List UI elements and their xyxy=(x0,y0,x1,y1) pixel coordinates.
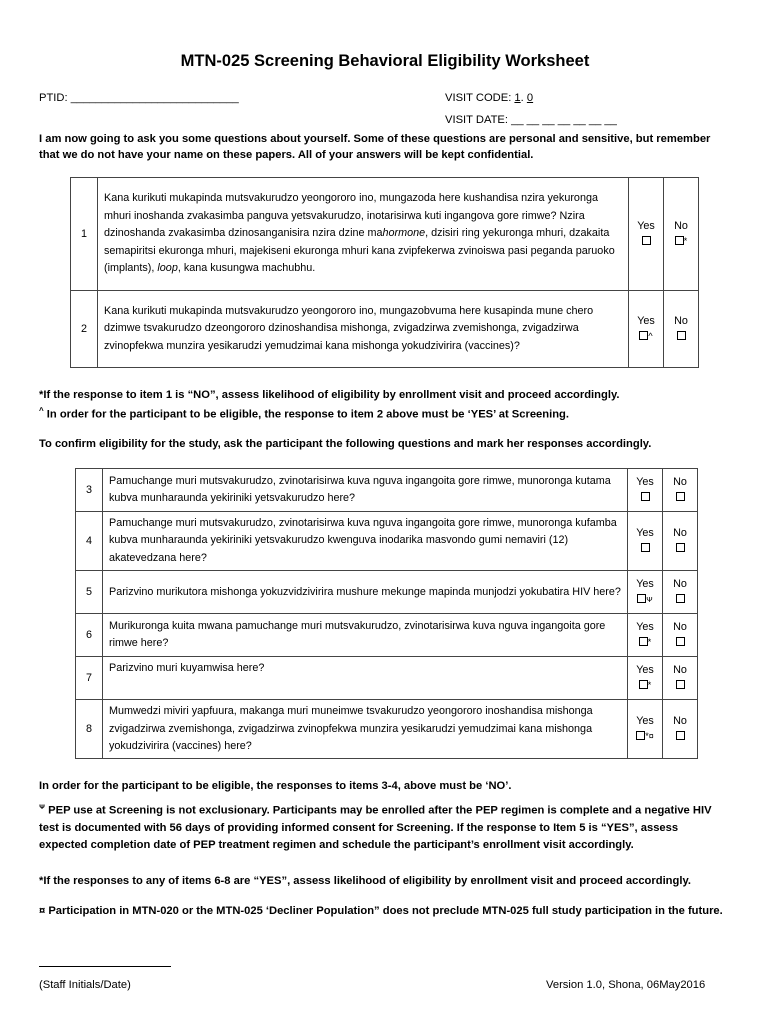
no-checkbox[interactable] xyxy=(677,331,686,340)
yes-checkbox[interactable] xyxy=(639,680,648,689)
visit-date-blank: __ __ __ __ __ __ __ xyxy=(511,114,617,126)
yes-checkbox[interactable] xyxy=(642,236,651,245)
ptid-label: PTID: xyxy=(39,92,71,104)
no-label: No xyxy=(674,315,688,327)
no-cell xyxy=(663,700,698,759)
table-row xyxy=(76,512,698,571)
note-items-6-8: *If the responses to any of items 6-8 are “YES”, assess likelihood of eligibility by enrollment visit and proceed accordingly. xyxy=(39,875,691,887)
no-checkbox[interactable] xyxy=(676,594,685,603)
yes-checkbox[interactable] xyxy=(636,731,645,740)
staff-initials-label: (Staff Initials/Date) xyxy=(39,979,131,991)
yes-mark: * xyxy=(647,637,652,648)
yes-label: Yes xyxy=(636,621,654,634)
question-text: Kana kurikuti mukapinda mutsvakurudzo yeongororo ino, mungazobvuma here kusapinda mune chero dzimwe tsvakurudzo dzeongororo dzinoshandisa mishonga, zvigadzirwa zvemishonga, zvigadzirwa zvinopfekwa munzira yesikarudzi yemudzimai kana mishonga yokudzivirira (vaccines)? xyxy=(98,291,629,368)
visit-date-label: VISIT DATE: xyxy=(445,114,512,126)
note-pep xyxy=(39,798,729,854)
yes-label: Yes xyxy=(636,664,654,677)
yes-mark: ᴪ xyxy=(646,594,653,605)
no-checkbox[interactable] xyxy=(676,731,685,740)
yes-cell xyxy=(629,178,664,291)
yes-label: Yes xyxy=(636,578,654,591)
table-row xyxy=(76,657,698,700)
note-item-2 xyxy=(39,402,739,424)
question-number: 2 xyxy=(71,291,98,368)
questions-table-1 xyxy=(70,177,699,368)
no-cell xyxy=(663,657,698,700)
questions-table-2 xyxy=(75,468,698,759)
yes-checkbox[interactable] xyxy=(639,637,648,646)
visit-code-second: 0 xyxy=(526,92,534,104)
question-text-italic: loop xyxy=(157,262,178,275)
question-text xyxy=(98,178,629,291)
confirm-instructions: To confirm eligibility for the study, ask the participant the following questions and mark her responses accordingly. xyxy=(39,438,652,450)
note-text: In order for the participant to be eligible, the response to item 2 above must be ‘YES’ at Screening. xyxy=(43,408,569,421)
question-text: Murikuronga kuita mwana pamuchange muri mutsvakurudzo, zvinotarisirwa kuva nguva ingangoita gore rimwe here? xyxy=(103,614,628,657)
page-title: MTN-025 Screening Behavioral Eligibility Worksheet xyxy=(180,52,590,70)
no-cell xyxy=(663,469,698,512)
question-number: 8 xyxy=(76,700,103,759)
visit-code-label: VISIT CODE: xyxy=(445,92,515,104)
yes-cell xyxy=(628,700,663,759)
yes-checkbox[interactable] xyxy=(637,594,646,603)
table-row xyxy=(71,178,699,291)
question-text: Parizvino murikutora mishonga yokuzvidzivirira mushure mekunge mapinda munjodzi yokubatira HIV here? xyxy=(103,571,628,614)
question-text: Pamuchange muri mutsvakurudzo, zvinotarisirwa kuva nguva ingangoita gore rimwe, munoronga kutama kubva munharaunda yekiriniki yetsvakurudzo here? xyxy=(103,469,628,512)
yes-label: Yes xyxy=(637,220,655,232)
yes-mark: * xyxy=(647,680,652,691)
intro-text: I am now going to ask you some questions about yourself. Some of these questions are personal and sensitive, but remember that we do not have your name on these papers. All of your answers will be kept confidential. xyxy=(39,133,711,161)
question-number: 5 xyxy=(76,571,103,614)
yes-mark: *¤ xyxy=(645,731,654,742)
table-row xyxy=(76,469,698,512)
no-label: No xyxy=(673,621,687,634)
no-cell xyxy=(663,571,698,614)
visit-date-field xyxy=(445,114,617,126)
yes-label: Yes xyxy=(637,315,655,327)
no-label: No xyxy=(673,527,687,540)
note-items-3-4: In order for the participant to be eligible, the responses to items 3-4, above must be ‘NO’. xyxy=(39,780,512,792)
no-label: No xyxy=(673,715,687,728)
question-text: Pamuchange muri mutsvakurudzo, zvinotarisirwa kuva nguva ingangoita gore rimwe, munoronga kufamba kubva munharaunda yekiriniki yetsvakurudzo kwenguva inodarika masvondo gumi nemaviri (12) akatevedzana here? xyxy=(103,512,628,571)
table-row xyxy=(71,291,699,368)
yes-cell xyxy=(628,657,663,700)
no-label: No xyxy=(673,578,687,591)
visit-code-field xyxy=(445,92,533,104)
question-number: 3 xyxy=(76,469,103,512)
no-cell xyxy=(664,291,699,368)
table-row xyxy=(76,571,698,614)
yes-cell xyxy=(628,571,663,614)
yes-label: Yes xyxy=(636,715,654,728)
note-participation: ¤ Participation in MTN-020 or the MTN-025 ‘Decliner Population” does not preclude MTN-025 full study participation in the future. xyxy=(39,905,723,917)
note-text: PEP use at Screening is not exclusionary. Participants may be enrolled after the PEP regimen is complete and a negative HIV test is documented with 56 days of providing informed consent for Screening. If the response to Item 5 is “YES”, assess expected completion date of PEP treatment regimen and schedule the participant’s enrollment visit accordingly. xyxy=(39,804,712,851)
yes-cell xyxy=(628,469,663,512)
question-number: 6 xyxy=(76,614,103,657)
no-cell xyxy=(663,512,698,571)
yes-label: Yes xyxy=(636,527,654,540)
question-text-italic: hormone xyxy=(382,227,426,240)
visit-code-first: 1 xyxy=(514,92,521,104)
note-mark: ᴪ xyxy=(39,802,46,811)
ptid-blank: ___________________________ xyxy=(70,92,239,104)
question-number: 4 xyxy=(76,512,103,571)
note-mark: ^ xyxy=(39,406,44,415)
yes-cell xyxy=(628,614,663,657)
no-mark: * xyxy=(683,236,688,246)
question-text-part: , kana kusungwa machubhu. xyxy=(177,262,316,275)
question-text-part: , dzisiri ring yekuronga mhuri, dzakaita semapiritsi ekuronga mhuri, majekiseni ekuronga mhuri kana zvipfekerwa zvinoiswa pasi peganda paruoko (implants), xyxy=(104,227,615,275)
no-cell xyxy=(664,178,699,291)
yes-checkbox[interactable] xyxy=(641,543,650,552)
yes-cell xyxy=(629,291,664,368)
no-checkbox[interactable] xyxy=(676,492,685,501)
table-row xyxy=(76,700,698,759)
no-label: No xyxy=(673,664,687,677)
no-checkbox[interactable] xyxy=(676,637,685,646)
version-label: Version 1.0, Shona, 06May2016 xyxy=(546,979,706,991)
question-number: 7 xyxy=(76,657,103,700)
no-checkbox[interactable] xyxy=(676,543,685,552)
no-cell xyxy=(663,614,698,657)
no-label: No xyxy=(673,476,687,488)
question-text-part: Kana kurikuti mukapinda mutsvakurudzo yeongororo ino, mungazoda here kushandisa nzira yekuronga mhuri inoshanda zvakasimba panguva yetsvakurudzo, inotarisirwa kuti ingangova gore rimwe? Nzira dzinoshanda zvakasimba dzinosanganisira nzira dzine ma xyxy=(104,192,598,240)
yes-label: Yes xyxy=(636,476,654,488)
no-label: No xyxy=(674,220,688,232)
table-row xyxy=(76,614,698,657)
yes-cell xyxy=(628,512,663,571)
question-text: Mumwedzi miviri yapfuura, makanga muri muneimwe tsvakurudzo yeongororo inoshandisa mishonga zvigadzirwa zvemishonga, zvigadzirwa zvinopfekwa munzira yesikarudzi yemudzimai kana mishonga yokudzivirira (vaccines) here? xyxy=(103,700,628,759)
yes-checkbox[interactable] xyxy=(641,492,650,501)
note-item-1: *If the response to item 1 is “NO”, assess likelihood of eligibility by enrollment visit and proceed accordingly. xyxy=(39,389,620,401)
question-number: 1 xyxy=(71,178,98,291)
no-checkbox[interactable] xyxy=(676,680,685,689)
ptid-field xyxy=(39,92,239,104)
yes-mark: ^ xyxy=(648,331,653,341)
question-text: Parizvino muri kuyamwisa here? xyxy=(103,657,628,700)
visit-code-sep: . xyxy=(520,92,527,104)
signature-line xyxy=(39,966,171,967)
no-checkbox[interactable] xyxy=(675,236,684,245)
